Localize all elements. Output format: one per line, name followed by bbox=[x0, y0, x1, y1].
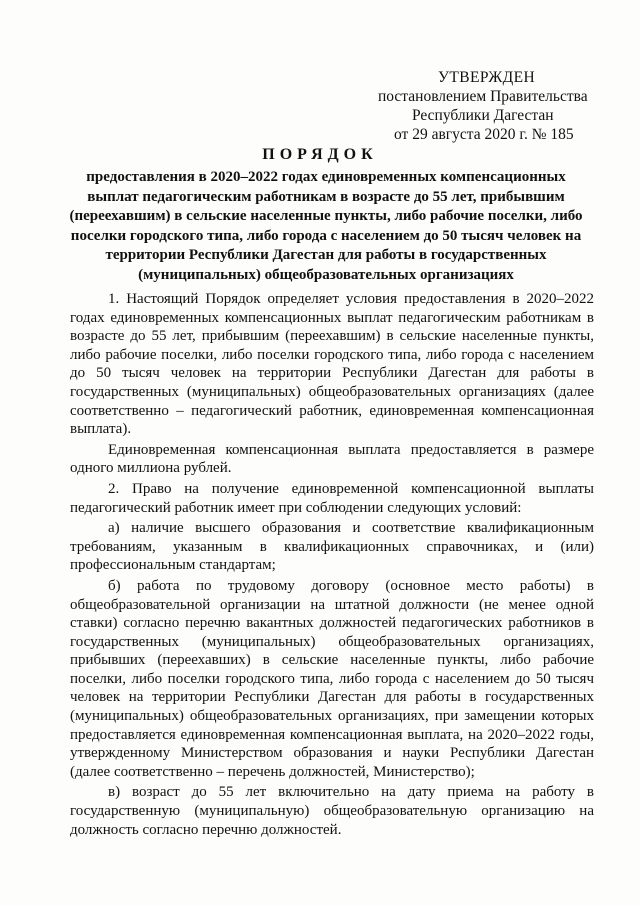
approval-date: от 29 августа 2020 г. № 185 bbox=[394, 126, 574, 143]
paragraph-2: 2. Право на получение единовременной компенсационной выплаты педагогический работник имеет при соблюдении следующих условий: bbox=[70, 480, 594, 516]
paragraph-condition-c: в) возраст до 55 лет включительно на дату приема на работу в государственную (муниципальную) общеобразовательную организацию на должность согласно перечню должностей. bbox=[70, 784, 594, 838]
document-subtitle: предоставления в 2020–2022 годах единовременных компенсационных выплат педагогическим работникам в возрасте до 55 лет, прибывшим (переехавшим) в сельские населенные пункты, либо рабочие поселки, либо поселки городского типа, либо города с населением до 50 тысяч человек на территории Республики Дагестан для работы в государственных (муниципальных) общеобразовательных организациях bbox=[69, 169, 583, 283]
paragraph-amount: Единовременная компенсационная выплата предоставляется в размере одного миллиона рублей. bbox=[70, 441, 594, 477]
document-title: ПОРЯДОК bbox=[262, 146, 378, 163]
approval-stamp bbox=[372, 68, 612, 144]
approval-resolution: постановлением Правительства bbox=[378, 88, 588, 105]
paragraph-1: 1. Настоящий Порядок определяет условия предоставления в 2020–2022 годах единовременных компенсационных выплат педагогическим работникам в возрасте до 55 лет, прибывшим (переехавшим) в сельские населенные пункты, либо рабочие поселки, либо поселки городского типа, либо города с населением до 50 тысяч человек на территории Республики Дагестан для работы в государственных (муниципальных) общеобразовательных организациях (далее соответственно – педагогический работник, единовременная компенсационная выплата). bbox=[70, 291, 594, 438]
approval-heading: УТВЕРЖДЕН bbox=[438, 69, 536, 86]
approval-republic: Республики Дагестан bbox=[412, 107, 554, 124]
document-body bbox=[70, 290, 594, 841]
paragraph-condition-a: а) наличие высшего образования и соответствие квалификационным требованиям, указанным в квалификационных справочниках, и (или) профессиональным стандартам; bbox=[70, 520, 594, 574]
paragraph-condition-b: б) работа по трудовому договору (основное место работы) в общеобразовательной организации на штатной должности (не менее одной ставки) согласно перечню вакантных должностей педагогических работников в государственных (муниципальных) общеобразовательных организациях, прибывших (переехавших) в сельские населенные пункты, либо рабочие поселки, либо поселки городского типа, либо города с населением до 50 тысяч человек на территории Республики Дагестан для работы в государственных (муниципальных) общеобразовательных организациях, при замещении которых предоставляется единовременная компенсационная выплата, на 2020–2022 годы, утвержденному Министерством образования и науки Республики Дагестан (далее соответственно – перечень должностей, Министерство); bbox=[70, 577, 594, 780]
